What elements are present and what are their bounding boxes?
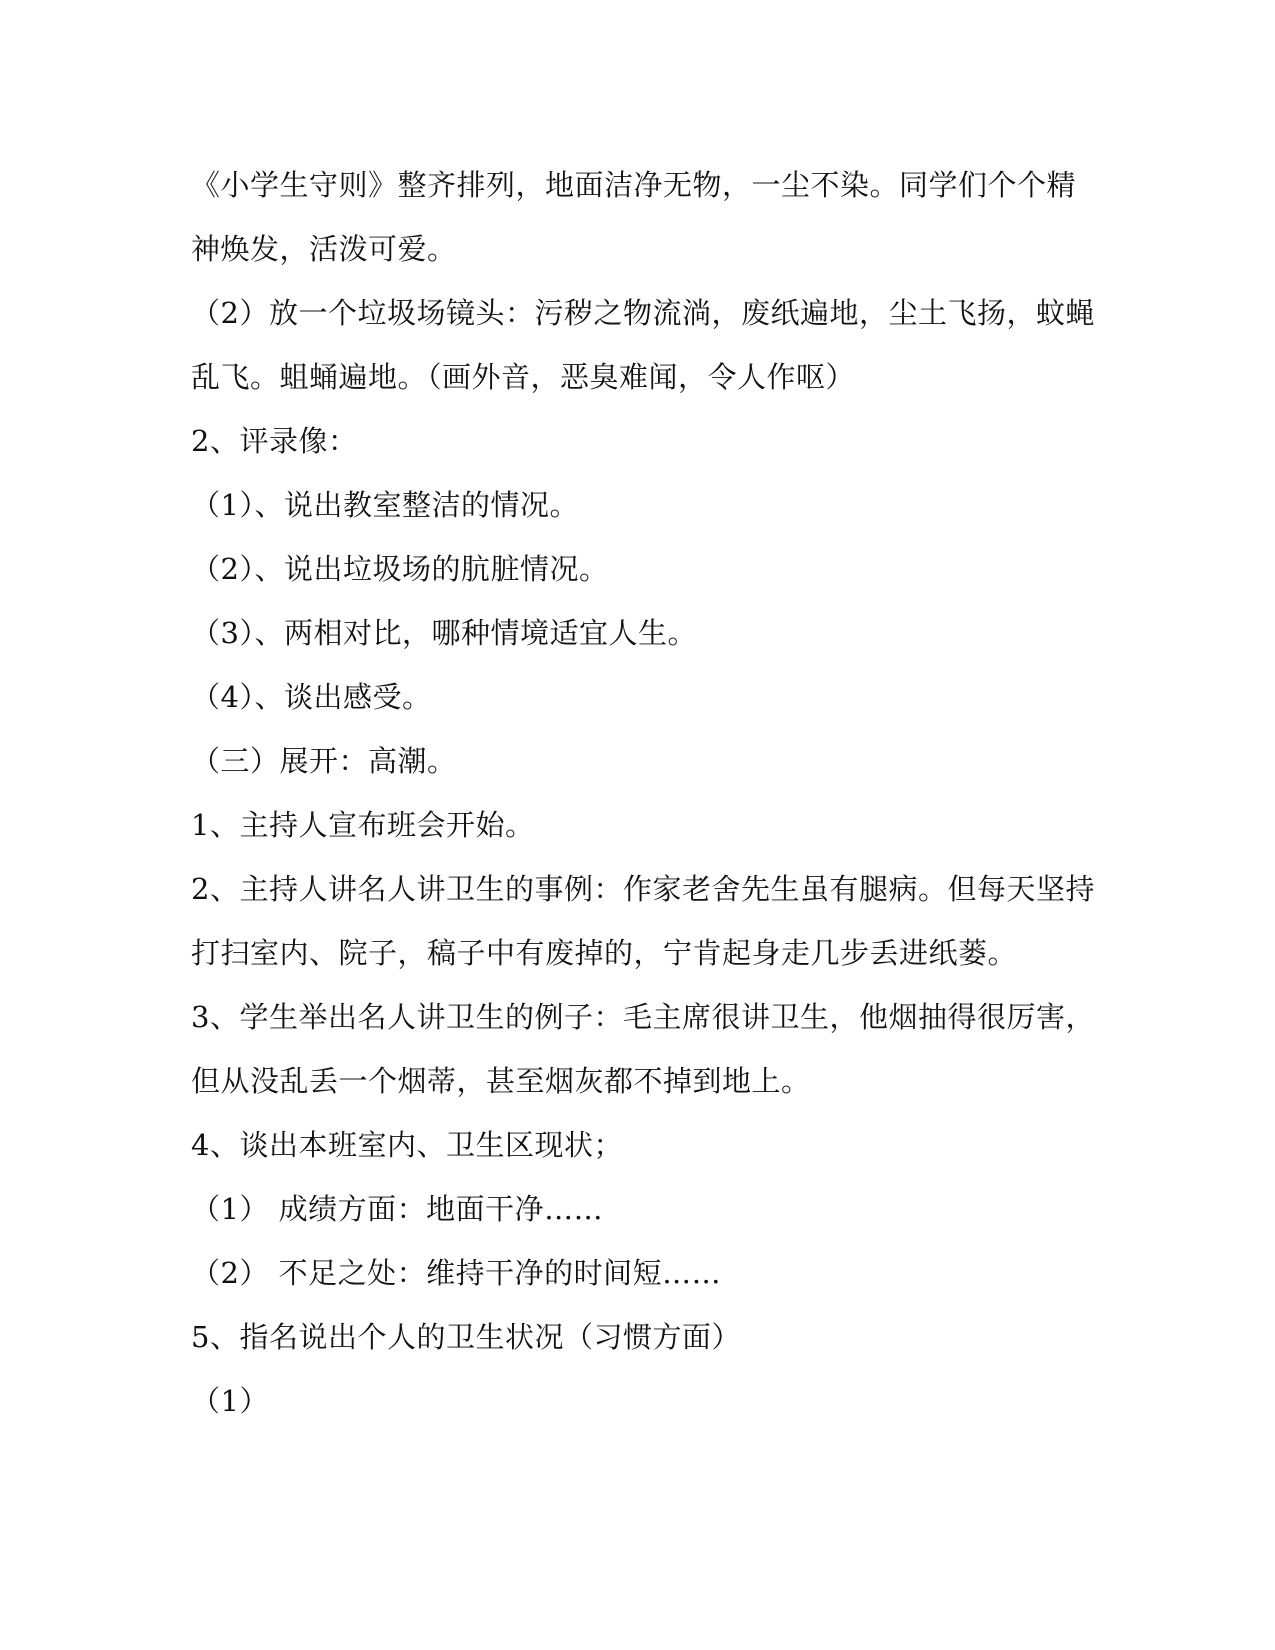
section-heading: （三）展开：高潮。 [191,744,457,778]
text-line: 乱飞。蛆蛹遍地。（画外音，恶臭难闻，令人作呕） [191,360,856,394]
list-item: （3）、两相对比，哪种情境适宜人生。 [191,616,697,650]
text-line: 2、主持人讲名人讲卫生的事例：作家老舍先生虽有腿病。但每天坚持 [191,872,1095,906]
text-line: 《小学生守则》整齐排列，地面洁净无物，一尘不染。同学们个个精 [191,168,1077,202]
text-line: 神焕发，活泼可爱。 [191,232,457,266]
list-item: （1）、说出教室整洁的情况。 [191,488,579,522]
text-line: 4、谈出本班室内、卫生区现状； [191,1128,623,1162]
list-item: （2） 不足之处：维持干净的时间短…… [191,1256,722,1290]
list-item: （2）、说出垃圾场的肮脏情况。 [191,552,609,586]
text-line: 5、指名说出个人的卫生状况（习惯方面） [191,1320,741,1354]
text-line: 但从没乱丢一个烟蒂，甚至烟灰都不掉到地上。 [191,1064,811,1098]
document-body [191,153,1095,1433]
text-line: 3、学生举出名人讲卫生的例子：毛主席很讲卫生，他烟抽得很厉害， [191,1000,1095,1034]
list-item: （4）、谈出感受。 [191,680,432,714]
text-line: 打扫室内、院子，稿子中有废掉的，宁肯起身走几步丢进纸蒌。 [191,936,1018,970]
section-heading: 2、评录像： [191,424,358,458]
text-line: （2）放一个垃圾场镜头：污秽之物流淌，废纸遍地，尘土飞扬，蚊蝇 [191,296,1095,330]
text-line: 1、主持人宣布班会开始。 [191,808,535,842]
list-item: （1） 成绩方面：地面干净…… [191,1192,604,1226]
list-item: （1） [191,1384,269,1418]
